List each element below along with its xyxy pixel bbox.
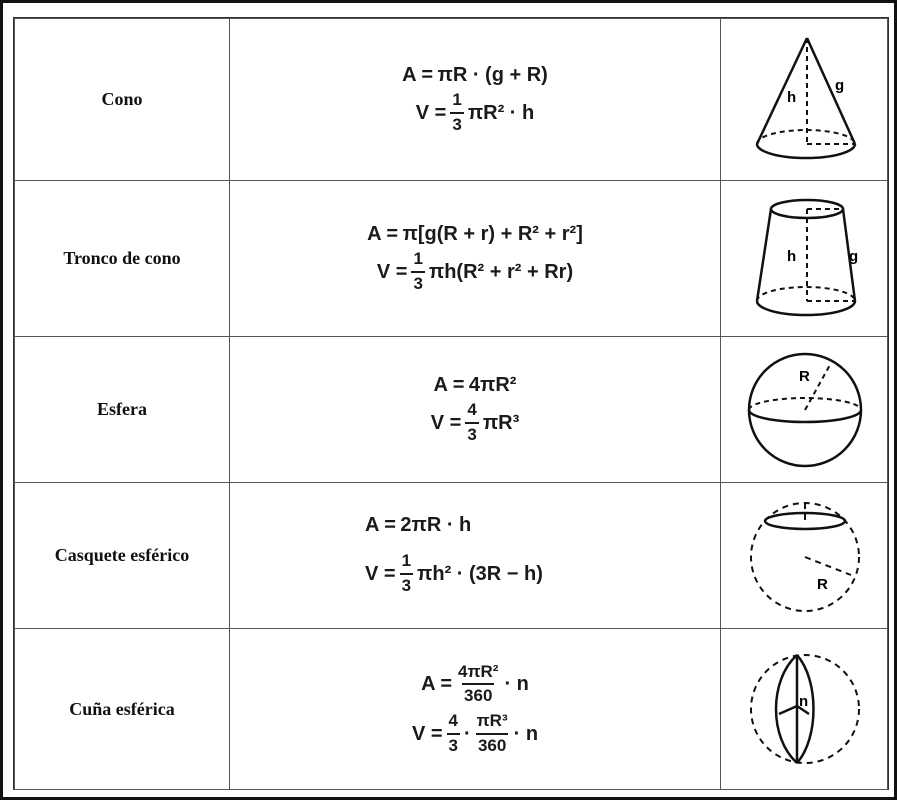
area-formula: A = 2πR · h xyxy=(365,514,472,537)
shape-name: Cuña esférica xyxy=(15,629,230,790)
fraction: $\frac{1}{3}$ xyxy=(452,89,462,134)
volume-formula: V = $\frac{1}{3}$ πh(R² + r² + Rr) xyxy=(376,248,574,293)
fraction: $\frac{\text{4πR²}}{360}$ xyxy=(458,661,499,706)
table-row xyxy=(15,337,888,483)
shape-name: Tronco de cono xyxy=(15,181,230,337)
area-formula: A = 4πR² xyxy=(433,373,517,396)
table-row xyxy=(15,181,888,337)
fraction: $\frac{\text{πR³}}{360}$ xyxy=(476,711,508,755)
area-formula: A = $\frac{\text{4πR²}}{360}$ · n xyxy=(421,661,529,706)
spherical-wedge-figure xyxy=(739,644,869,774)
volume-formula: V = $\frac{4}{3}$ · $\frac{\text{πR³}}{360}$ · n xyxy=(411,711,539,755)
sphere-figure xyxy=(739,345,869,475)
table-row xyxy=(15,19,888,181)
area-formula: A = πR · (g + R) xyxy=(402,63,548,86)
formula-block xyxy=(230,62,720,137)
shape-name: Esfera xyxy=(15,337,230,483)
formula-block xyxy=(230,372,720,447)
cone-figure xyxy=(739,30,869,170)
formula-block xyxy=(230,221,720,296)
fraction: $\frac{4}{3}$ xyxy=(467,399,477,444)
table-row xyxy=(15,483,888,629)
svg-text:h: h xyxy=(787,248,797,265)
fraction: $\frac{1}{3}$ xyxy=(401,551,412,595)
svg-text:R: R xyxy=(799,367,810,385)
formulas-table xyxy=(14,18,888,790)
table-border xyxy=(13,17,889,790)
volume-formula: V = $\frac{1}{3}$ πR² · h xyxy=(415,89,535,134)
svg-text:R: R xyxy=(817,575,828,593)
fraction: $\frac{4}{3}$ xyxy=(448,711,458,755)
formula-block xyxy=(230,512,720,598)
fraction: $\frac{1}{3}$ xyxy=(413,248,423,293)
area-formula: A = π[g(R + r) + R² + r²] xyxy=(367,222,583,245)
svg-text:n: n xyxy=(799,693,809,710)
frustum-figure xyxy=(739,191,869,326)
spherical-cap-figure xyxy=(739,491,869,621)
volume-formula: V = $\frac{4}{3}$ πR³ xyxy=(430,399,520,444)
formula-block xyxy=(230,660,720,759)
table-row xyxy=(15,629,888,790)
shape-name: Casquete esférico xyxy=(15,483,230,629)
svg-text:g: g xyxy=(835,76,845,94)
shape-name: Cono xyxy=(15,19,230,181)
svg-text:g: g xyxy=(849,248,859,265)
svg-text:h: h xyxy=(787,88,797,106)
volume-formula: V = $\frac{1}{3}$ πh² · (3R − h) xyxy=(365,551,543,595)
